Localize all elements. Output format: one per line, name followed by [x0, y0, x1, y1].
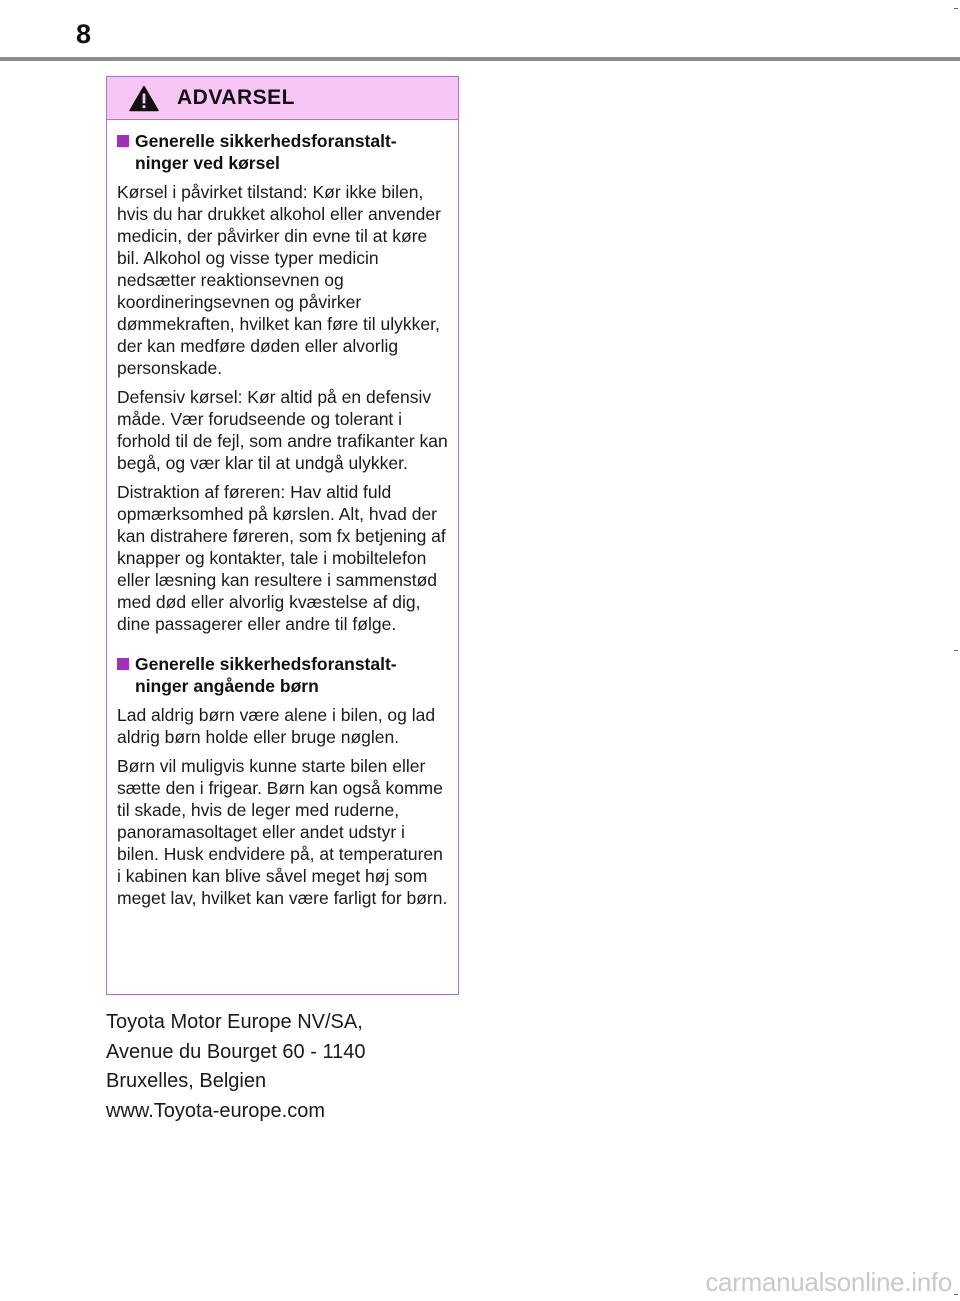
header-rule	[0, 57, 960, 61]
warning-title: ADVARSEL	[177, 86, 295, 109]
address-line-street: Avenue du Bourget 60 - 1140	[106, 1040, 366, 1063]
edge-mark	[954, 8, 958, 9]
edge-mark	[954, 650, 958, 651]
square-bullet-icon	[117, 135, 129, 147]
warning-header	[107, 77, 458, 120]
warning-body	[107, 120, 458, 909]
paragraph-defensive-driving: Defensiv kørsel: Kør altid på en defensiv måde. Vær forudseende og tolerant i forhold til de fejl, som andre trafikanter kan begå, og vær klar til at undgå ulykker.	[117, 387, 448, 473]
section-heading-text: Generelle sikkerhedsforanstalt- ninger angående børn	[135, 654, 397, 696]
paragraph-driver-distraction: Distraktion af føreren: Hav altid fuld opmærksomhed på kørslen. Alt, hvad der kan distrahere føreren, som fx betjening af knapper og kontakter, tale i mobiltelefon eller læsning kan resultere i sammenstød med død eller alvorlig kvæstelse af dig, dine passagerer eller andre til følge.	[117, 482, 446, 634]
publisher-address	[106, 1008, 506, 1126]
watermark: carmanualsonline.info	[705, 1267, 952, 1297]
edge-mark	[954, 1294, 958, 1295]
section-heading-text: Generelle sikkerhedsforanstalt- ninger ved kørsel	[135, 131, 397, 173]
warning-box	[106, 76, 459, 995]
section-heading-driving	[117, 130, 448, 174]
warning-triangle-icon	[129, 85, 159, 112]
address-line-company: Toyota Motor Europe NV/SA,	[106, 1011, 363, 1033]
paragraph-impaired-driving: Kørsel i påvirket tilstand: Kør ikke bilen, hvis du har drukket alkohol eller anvender medicin, der påvirker din evne til at køre bil. Alkohol og visse typer medicin nedsætter reaktionsevnen og koordineringsevnen og påvirker dømmekraften, hvilket kan føre til ulykker, der kan medføre døden eller alvorlig personskade.	[117, 182, 441, 378]
paragraph-children-risks: Børn vil muligvis kunne starte bilen eller sætte den i frigear. Børn kan også komme til skade, hvis de leger med ruderne, panoramasoltaget eller andet udstyr i bilen. Husk endvidere på, at temperaturen i kabinen kan blive såvel meget høj som meget lav, hvilket kan være farligt for børn.	[117, 756, 448, 908]
page-number: 8	[76, 19, 92, 49]
address-line-city: Bruxelles, Belgien	[106, 1070, 267, 1092]
paragraph-children-alone: Lad aldrig børn være alene i bilen, og lad aldrig børn holde eller bruge nøglen.	[117, 705, 436, 747]
square-bullet-icon	[117, 658, 129, 670]
address-line-website[interactable]: www.Toyota-europe.com	[106, 1099, 325, 1122]
section-heading-children	[117, 653, 448, 697]
